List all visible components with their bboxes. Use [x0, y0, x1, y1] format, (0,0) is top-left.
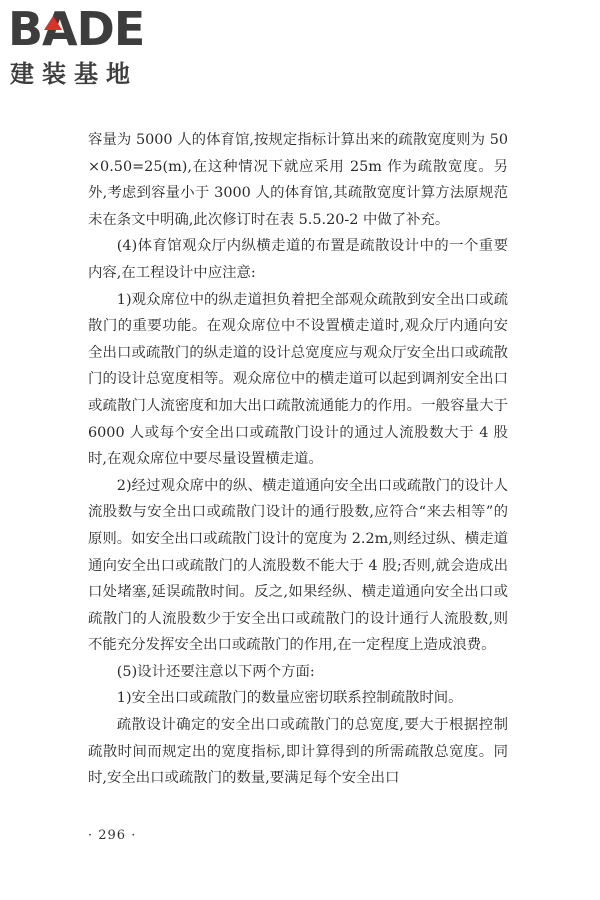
paragraph-capacity-example: 容量为 5000 人的体育馆,按规定指标计算出来的疏散宽度则为 50×0.50=25(m),在这种情况下就应采用 25m 作为疏散宽度。另外,考虑到容量小于 3000 人的体育馆,其疏散宽度计算方法原规范未在条文中明确,此次修订时在表 5.5.20-2 中做了补充。	[88, 132, 508, 228]
paragraph-flow-matching: 2)经过观众席中的纵、横走道通向安全出口或疏散门的设计人流股数与安全出口或疏散门设计的通行股数,应符合“来去相等”的原则。如安全出口或疏散门设计的宽度为 2.2m,则经过纵、横走道通向安全出口或疏散门的人流股数不能大于 4 股;否则,就会造成出口处堵塞,延误疏散时间。反之,如果经纵、横走道通向安全出口或疏散门的人流股数少于安全出口或疏散门的设计通行人流股数,则不能充分发挥安全出口或疏散门的作用,在一定程度上造成浪费。	[88, 477, 508, 654]
paragraph-total-width: 疏散设计确定的安全出口或疏散门的总宽度,要大于根据控制疏散时间而规定出的宽度指标,即计算得到的所需疏散总宽度。同时,安全出口或疏散门的数量,要满足每个安全出口	[88, 717, 508, 787]
logo-wordmark: BADE	[8, 2, 145, 56]
page-number: · 296 ·	[88, 828, 137, 843]
paragraph-design-notes-heading: (5)设计还要注意以下两个方面:	[116, 663, 315, 680]
logo-subtitle: 建装基地	[10, 60, 138, 88]
paragraph-exit-count: 1)安全出口或疏散门的数量应密切联系控制疏散时间。	[116, 690, 463, 707]
bade-logo	[8, 2, 178, 92]
paragraph-aisle-layout-heading: (4)体育馆观众厅内纵横走道的布置是疏散设计中的一个重要内容,在工程设计中应注意:	[88, 238, 508, 281]
logo-accent-triangle-icon	[44, 16, 62, 30]
paragraph-longitudinal-aisles: 1)观众席位中的纵走道担负着把全部观众疏散到安全出口或疏散门的重要功能。在观众席位中不设置横走道时,观众厅内通向安全出口或疏散门的纵走道的设计总宽度应与观众厅安全出口或疏散门的设计总宽度相等。观众席位中的横走道可以起到调剂安全出口或疏散门人流密度和加大出口疏散流通能力的作用。一般容量大于 6000 人或每个安全出口或疏散门设计的通过人流股数大于 4 股时,在观众席位中要尽量设置横走道。	[88, 291, 508, 468]
page-body	[88, 127, 508, 792]
